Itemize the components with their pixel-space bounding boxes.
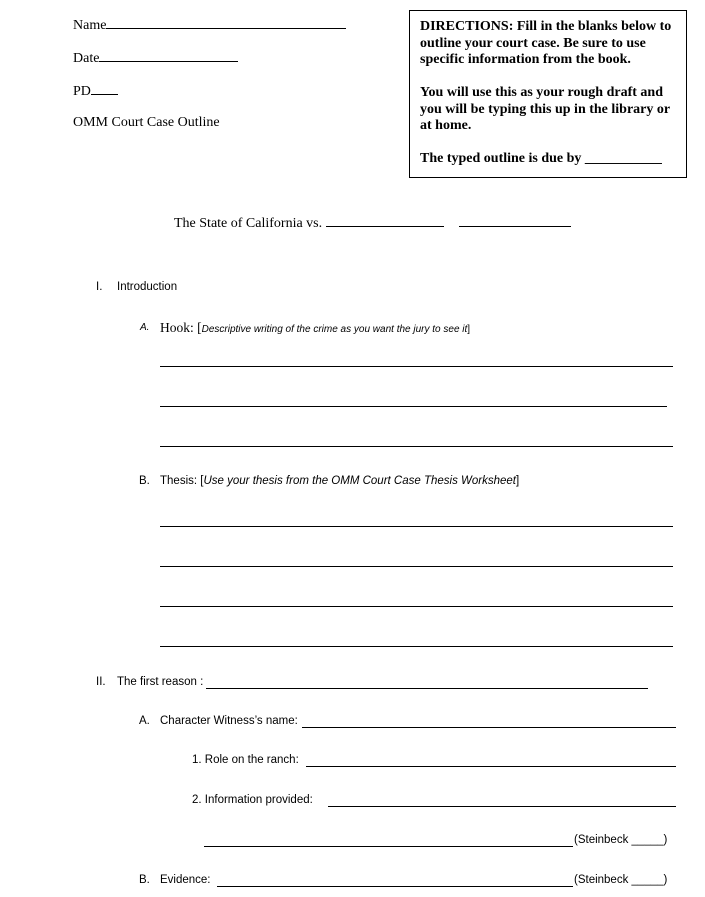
info-label: 2. Information provided: [192,794,313,806]
section-2-numeral: II. [96,676,106,688]
hook-heading [160,320,470,336]
directions-line: at home. [420,118,472,133]
hook-open-bracket: [ [197,320,202,335]
pd-blank[interactable] [91,82,118,95]
info-blank-2[interactable] [204,846,573,847]
citation-page[interactable]: (Steinbeck _____) [574,834,668,846]
date-label: Date [73,51,100,66]
defendant-blank[interactable] [326,214,444,227]
thesis-label: Thesis: [160,475,198,487]
directions-line: DIRECTIONS: Fill in the blanks below to [420,19,672,34]
section-1-title: Introduction [117,281,178,293]
pd-label: PD [73,84,91,99]
evidence-letter: B. [139,874,150,886]
hook-answer-line[interactable] [160,406,667,407]
name-label: Name [73,18,107,33]
witness-letter: A. [139,715,150,727]
evidence-label: Evidence: [160,874,211,886]
date-field[interactable] [73,49,238,67]
outline-title: OMM Court Case Outline [73,115,220,130]
hook-label: Hook: [160,320,194,335]
directions-line: you will be typing this up in the library or [420,101,671,117]
directions-line: outline your court case. Be sure to use [420,35,646,51]
case-title-text: The State of California vs. [174,216,323,231]
directions-line: You will use this as your rough draft and [420,85,663,100]
pd-field[interactable] [73,82,118,100]
directions-box [409,10,687,178]
hook-letter: A. [140,322,150,333]
role-blank[interactable] [306,766,676,767]
info-blank[interactable] [328,806,676,807]
section-2-title: The first reason : [117,676,204,688]
directions-line: specific information from the book. [420,52,631,67]
thesis-letter: B. [139,475,150,487]
section-1-numeral: I. [96,281,103,293]
due-date-line: The typed outline is due by ___________ [420,151,662,166]
hook-hint: Descriptive writing of the crime as you want the jury to see it [201,324,468,335]
date-blank[interactable] [99,49,238,62]
thesis-hint: Use your thesis from the OMM Court Case Thesis Worksheet [203,475,516,487]
thesis-answer-line[interactable] [160,646,673,647]
thesis-open-bracket: [ [200,475,204,487]
thesis-answer-line[interactable] [160,526,673,527]
first-reason-blank[interactable] [206,688,648,689]
role-label: 1. Role on the ranch: [192,754,299,766]
witness-label: Character Witness’s name: [160,715,298,727]
evidence-citation-page[interactable]: (Steinbeck _____) [574,874,668,886]
thesis-close-bracket: ] [516,475,520,487]
thesis-answer-line[interactable] [160,606,673,607]
hook-answer-line[interactable] [160,446,673,447]
thesis-heading [160,475,519,487]
name-field[interactable] [73,16,346,34]
evidence-blank[interactable] [217,886,573,887]
hook-answer-line[interactable] [160,366,673,367]
case-title [174,214,571,232]
witness-name-blank[interactable] [302,727,676,728]
thesis-answer-line[interactable] [160,566,673,567]
defendant-blank-2[interactable] [459,214,571,227]
hook-close-bracket: ] [467,324,471,335]
name-blank[interactable] [106,16,346,29]
